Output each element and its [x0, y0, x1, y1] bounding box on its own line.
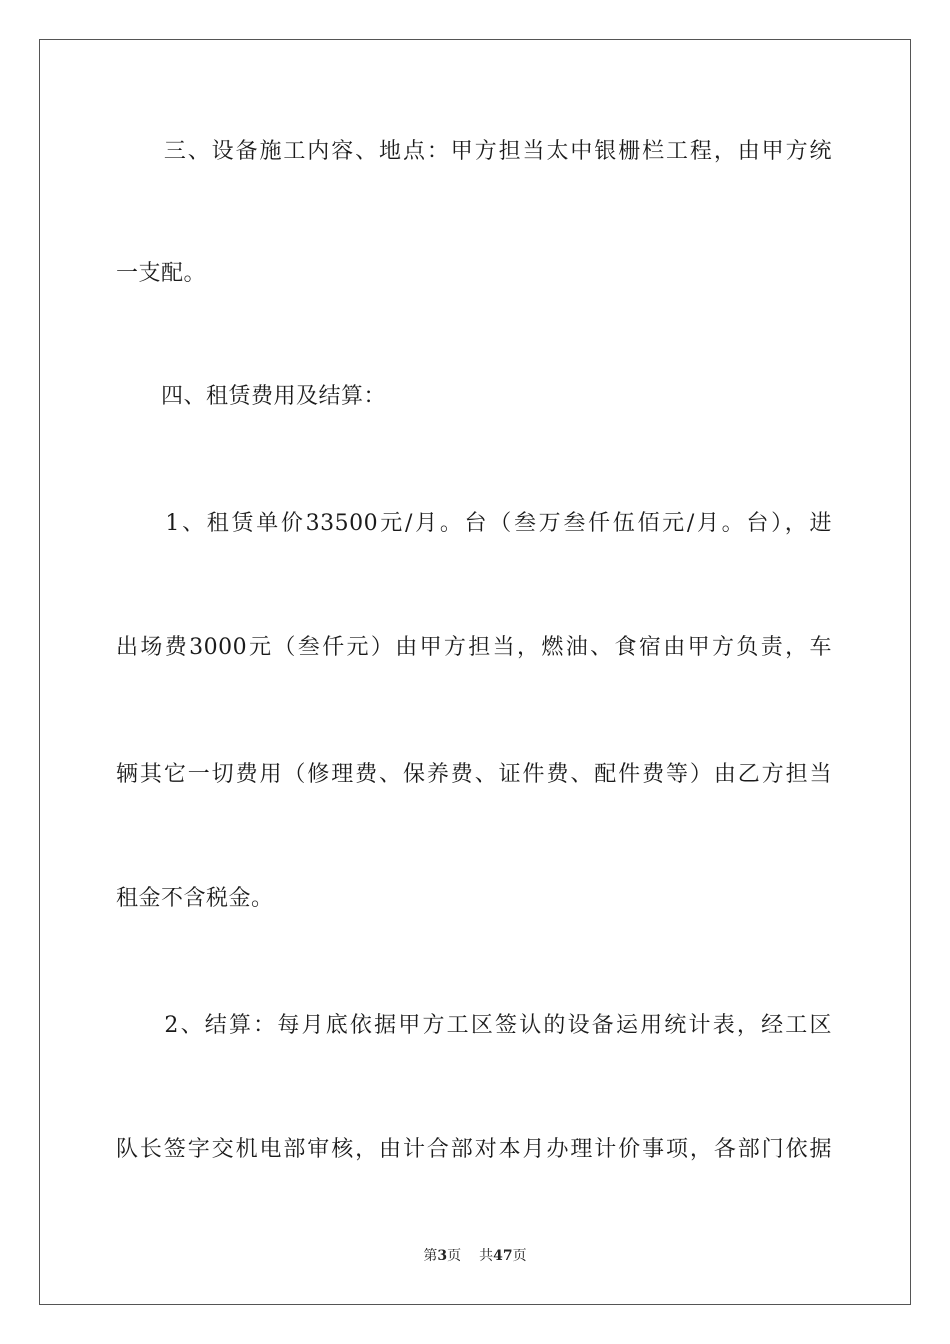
footer-total-unit: 页 [512, 1248, 527, 1264]
page-border [39, 39, 911, 1305]
footer-page-unit: 页 [447, 1248, 462, 1264]
text-line-1: 三、设备施工内容、地点：甲方担当太中银栅栏工程，由甲方统 [116, 139, 832, 164]
footer-page-current: 3 [437, 1248, 448, 1264]
footer-page-prefix: 第 [423, 1248, 438, 1264]
text-line-2: 一支配。 [116, 261, 207, 286]
page-footer [0, 1246, 950, 1266]
text-line-9: 队长签字交机电部审核，由计合部对本月办理计价事项，各部门依据 [116, 1137, 832, 1162]
text-line-4: 1、租赁单价33500元/月。台（叁万叁仟伍佰元/月。台），进 [116, 511, 832, 536]
footer-total-prefix: 共 [479, 1248, 494, 1264]
footer-page-total: 47 [493, 1248, 513, 1264]
text-line-7: 租金不含税金。 [116, 886, 274, 911]
text-line-3: 四、租赁费用及结算： [116, 384, 387, 409]
text-line-8: 2、结算：每月底依据甲方工区签认的设备运用统计表，经工区 [116, 1013, 832, 1038]
text-line-5: 出场费3000元（叁仟元）由甲方担当，燃油、食宿由甲方负责，车 [116, 635, 832, 660]
text-line-6: 辆其它一切费用（修理费、保养费、证件费、配件费等）由乙方担当 [116, 762, 832, 787]
